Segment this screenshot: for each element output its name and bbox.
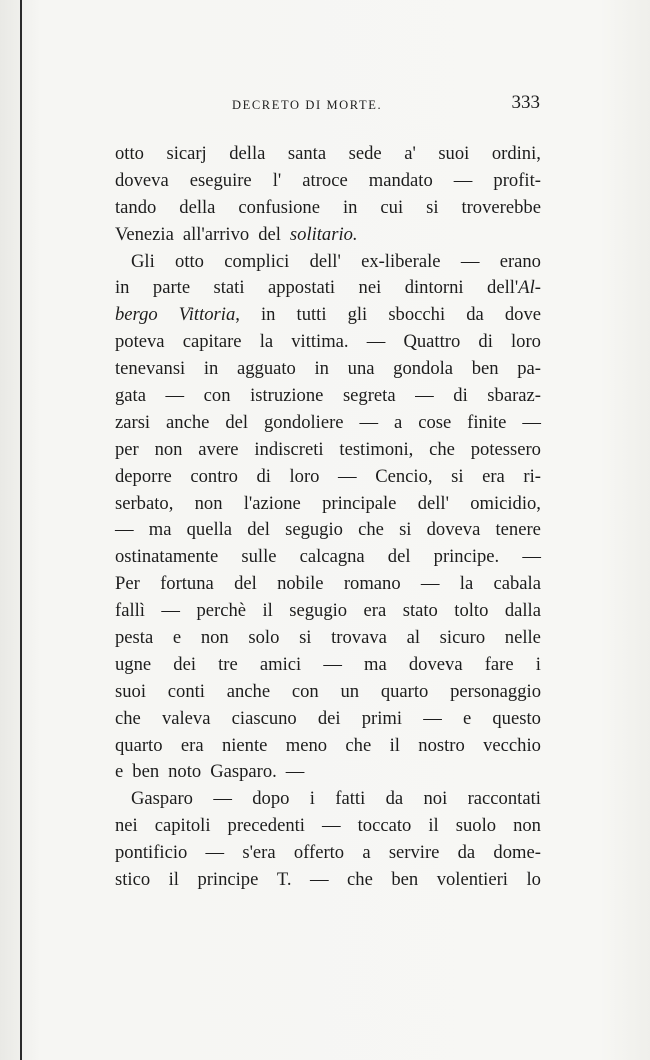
text-word: —	[165, 385, 185, 407]
text-word: finite	[467, 411, 507, 433]
text-word: non	[154, 438, 183, 460]
text-word: istruzione	[250, 385, 324, 407]
text-word: —	[161, 600, 180, 622]
text-word: Per	[115, 573, 140, 595]
text-word: della	[229, 143, 266, 164]
text-word: del	[234, 573, 257, 595]
text-line	[115, 141, 541, 168]
text-line	[115, 491, 541, 518]
text-word: poteva	[115, 331, 165, 353]
text-word: principe	[197, 869, 259, 891]
text-line	[115, 410, 541, 437]
text-word: dell'	[417, 492, 449, 514]
text-word: doveva	[408, 653, 463, 675]
text-word: calcagna	[299, 546, 365, 568]
text-word: solitario.	[289, 223, 358, 245]
text-word: dei	[173, 653, 196, 675]
text-word: ugne	[115, 653, 152, 675]
text-word: —	[205, 842, 225, 864]
text-word: niente	[221, 734, 268, 756]
text-line	[115, 168, 541, 195]
text-word: per	[115, 438, 139, 460]
text-word: T.	[276, 869, 292, 891]
text-word: avere	[198, 438, 239, 460]
text-word: primi	[361, 707, 403, 729]
text-line	[115, 652, 541, 679]
text-word: Gasparo	[131, 788, 193, 810]
text-word: —	[423, 707, 442, 729]
text-word: personaggio	[450, 680, 541, 702]
page-header	[110, 92, 540, 118]
text-word: si	[451, 465, 464, 487]
text-word: nei	[115, 815, 138, 837]
text-word: suoi	[438, 143, 470, 164]
text-word: meno	[285, 734, 328, 756]
text-word: sulle	[241, 546, 277, 568]
text-word: a'	[404, 143, 416, 164]
text-line	[115, 813, 541, 840]
text-word: pontificio	[115, 842, 188, 864]
text-word: i	[309, 788, 315, 810]
text-word: all'arrivo	[182, 223, 250, 245]
text-word: otto	[115, 143, 144, 164]
text-word: e	[462, 707, 472, 729]
text-word: confusione	[238, 196, 320, 218]
text-word: complici	[224, 250, 290, 272]
text-word: stati	[213, 277, 245, 299]
text-word: zarsi	[115, 411, 151, 433]
text-word: in	[261, 304, 276, 326]
text-word: loro	[511, 331, 541, 353]
text-word: —	[323, 653, 342, 675]
text-word: principe.	[433, 546, 500, 568]
text-line	[115, 759, 541, 786]
text-word: ben	[391, 869, 419, 891]
text-word: deporre	[115, 465, 172, 487]
text-line	[115, 356, 541, 383]
text-word: mandato	[368, 169, 433, 191]
text-word: s'era	[242, 842, 276, 864]
text-word: nobile	[277, 573, 324, 595]
text-line	[115, 302, 541, 329]
text-line	[115, 222, 541, 249]
text-word: —	[420, 573, 440, 595]
text-word: si	[299, 627, 312, 649]
body-text	[115, 141, 541, 894]
text-word: erano	[499, 250, 541, 272]
text-word: bergo	[115, 304, 158, 326]
text-word: in	[314, 358, 329, 380]
text-word: tenevansi	[115, 358, 186, 380]
text-word: segreta	[342, 385, 396, 407]
text-word: santa	[287, 143, 327, 164]
text-word: e	[172, 627, 182, 649]
text-word: otto	[175, 250, 204, 272]
text-word: suoi	[115, 680, 146, 702]
text-word: —	[366, 331, 386, 353]
text-word: precedenti	[227, 815, 305, 837]
text-word: ciascuno	[231, 707, 297, 729]
text-word: —	[415, 385, 434, 407]
text-word: in	[115, 277, 130, 299]
text-word: Quattro	[403, 331, 461, 353]
text-line	[115, 706, 541, 733]
text-word: dell'	[309, 250, 341, 272]
text-word: della	[179, 196, 216, 218]
text-word: era	[180, 734, 204, 756]
text-word: anche	[166, 411, 210, 433]
text-line	[115, 571, 541, 598]
text-word: ordini,	[491, 143, 541, 164]
text-word: conti	[167, 680, 205, 702]
text-word: toccato	[357, 815, 412, 837]
text-word: —	[522, 411, 541, 433]
text-word: offerto	[293, 842, 345, 864]
text-word: atroce	[302, 169, 348, 191]
text-word: Cencio,	[375, 465, 433, 487]
text-word: pesta	[115, 627, 154, 649]
text-word: si	[426, 196, 439, 218]
text-line	[115, 840, 541, 867]
text-word: al	[406, 627, 420, 649]
text-word: che	[358, 519, 384, 541]
text-word: profit-	[493, 169, 541, 191]
text-word: vecchio	[483, 734, 541, 756]
text-word: stico	[115, 869, 151, 891]
text-word: che	[115, 707, 141, 729]
text-word: tando	[115, 196, 157, 218]
text-word: cabala	[493, 573, 541, 595]
text-word: —	[322, 815, 341, 837]
text-word: la	[459, 573, 474, 595]
text-word: Gasparo.	[210, 761, 277, 783]
text-word: Vittoria,	[178, 304, 240, 326]
text-word: amici	[259, 653, 302, 675]
text-line	[115, 679, 541, 706]
text-line	[115, 249, 541, 276]
text-word: dell'Al-	[487, 277, 541, 299]
text-word: —	[522, 546, 541, 568]
text-word: ostinatamente	[115, 546, 219, 568]
text-word: una	[347, 358, 375, 380]
page-number: 333	[511, 92, 540, 113]
text-word: —	[309, 869, 329, 891]
text-word: dintorni	[404, 277, 464, 299]
text-word: i	[535, 653, 541, 675]
text-word: potessero	[470, 438, 541, 460]
text-word: il	[428, 815, 439, 837]
text-line	[115, 867, 541, 894]
text-word: romano	[343, 573, 401, 595]
text-word: nei	[358, 277, 382, 299]
text-line	[115, 517, 541, 544]
text-word: di	[453, 385, 468, 407]
text-word: capitare	[182, 331, 242, 353]
text-word: quarto	[115, 734, 163, 756]
text-word: —	[285, 761, 305, 783]
text-word: appostati	[267, 277, 336, 299]
text-word: la	[259, 331, 274, 353]
text-word: agguato	[237, 358, 296, 380]
text-word: dopo	[252, 788, 290, 810]
text-word: sbocchi	[388, 304, 446, 326]
text-word: il	[168, 869, 179, 891]
text-word: ma	[364, 653, 387, 675]
text-line	[115, 598, 541, 625]
text-word: fallì	[115, 600, 145, 622]
text-word: che	[429, 438, 455, 460]
text-word: volentieri	[436, 869, 508, 891]
text-word: cui	[380, 196, 404, 218]
text-word: gli	[347, 304, 368, 326]
text-word: sicuro	[439, 627, 486, 649]
text-word: stato	[402, 600, 438, 622]
text-word: —	[359, 411, 379, 433]
text-word: l'azione	[243, 492, 301, 514]
text-word: contro	[190, 465, 238, 487]
text-word: fatti	[335, 788, 366, 810]
text-word: da	[457, 842, 476, 864]
page-binding-edge	[20, 0, 22, 1060]
text-word: parte	[152, 277, 191, 299]
text-word: a	[362, 842, 371, 864]
text-line	[115, 329, 541, 356]
text-word: ma	[148, 519, 172, 541]
text-word: noto	[168, 761, 202, 783]
text-line	[115, 786, 541, 813]
text-word: vittima.	[291, 331, 349, 353]
text-word: anche	[226, 680, 271, 702]
text-word: del	[225, 411, 249, 433]
text-word: del	[258, 223, 281, 245]
text-word: non	[200, 627, 229, 649]
text-word: suolo	[455, 815, 497, 837]
text-word: con	[203, 385, 231, 407]
text-word: capitoli	[154, 815, 211, 837]
text-word: in	[203, 358, 219, 380]
text-word: —	[460, 250, 480, 272]
text-word: —	[453, 169, 473, 191]
text-word: il	[262, 600, 273, 622]
text-word: questo	[492, 707, 541, 729]
text-word: era	[482, 465, 505, 487]
text-word: si	[399, 519, 412, 541]
text-word: non	[513, 815, 541, 837]
text-word: fare	[484, 653, 514, 675]
text-word: il	[389, 734, 400, 756]
text-word: —	[115, 519, 134, 541]
text-word: con	[291, 680, 319, 702]
text-word: testimoni,	[339, 438, 414, 460]
text-word: doveva	[115, 169, 169, 191]
text-word: di	[256, 465, 271, 487]
text-word: ri-	[523, 465, 541, 487]
text-line	[115, 544, 541, 571]
text-line	[115, 625, 541, 652]
text-word: non	[194, 492, 223, 514]
text-word: da	[466, 304, 484, 326]
text-line	[115, 464, 541, 491]
text-word: sbaraz-	[487, 385, 541, 407]
text-word: fortuna	[160, 573, 214, 595]
text-word: che	[347, 869, 373, 891]
text-word: nostro	[418, 734, 465, 756]
text-word: —	[338, 465, 357, 487]
text-word: tutti	[296, 304, 327, 326]
text-word: troverebbe	[461, 196, 541, 218]
text-word: quella	[186, 519, 233, 541]
text-word: quarto	[380, 680, 429, 702]
text-word: serbato,	[115, 492, 174, 514]
text-line	[115, 437, 541, 464]
text-word: da	[385, 788, 404, 810]
text-word: tolto	[454, 600, 489, 622]
text-word: dove	[504, 304, 541, 326]
text-word: nelle	[504, 627, 541, 649]
text-word: solo	[248, 627, 280, 649]
text-word: loro	[289, 465, 320, 487]
text-word: raccontati	[467, 788, 541, 810]
text-word: dalla	[504, 600, 541, 622]
text-word: segugio	[285, 519, 343, 541]
text-word: noi	[423, 788, 448, 810]
text-line	[115, 383, 541, 410]
text-word: gondola	[393, 358, 454, 380]
text-word: pa-	[517, 358, 541, 380]
text-word: valeva	[161, 707, 211, 729]
text-word: in	[342, 196, 358, 218]
text-word: tenere	[495, 519, 541, 541]
text-line	[115, 275, 541, 302]
text-word: doveva	[426, 519, 481, 541]
text-word: gata	[115, 385, 146, 407]
text-word: sicarj	[166, 143, 207, 164]
text-word: eseguire	[189, 169, 252, 191]
text-word: cose	[418, 411, 452, 433]
text-line	[115, 195, 541, 222]
text-word: l'	[272, 169, 282, 191]
running-head: DECRETO DI MORTE.	[232, 98, 383, 112]
text-word: omicidio,	[470, 492, 541, 514]
text-word: un	[340, 680, 360, 702]
text-word: Venezia	[115, 223, 174, 245]
text-word: segugio	[289, 600, 348, 622]
text-word: che	[345, 734, 372, 756]
text-word: a	[393, 411, 403, 433]
text-word: —	[213, 788, 232, 810]
text-word: del	[247, 519, 270, 541]
text-word: sede	[348, 143, 382, 164]
text-word: ben	[132, 761, 160, 783]
text-word: era	[363, 600, 387, 622]
text-line	[115, 733, 541, 760]
text-word: indiscreti	[254, 438, 324, 460]
text-word: servire	[388, 842, 440, 864]
text-word: dei	[317, 707, 341, 729]
text-word: tre	[218, 653, 238, 675]
text-word: di	[478, 331, 493, 353]
text-word: trovava	[331, 627, 387, 649]
text-word: del	[387, 546, 411, 568]
text-word: ex-liberale	[361, 250, 441, 272]
text-word: ben	[471, 358, 499, 380]
text-word: perchè	[196, 600, 246, 622]
text-word: dome-	[493, 842, 541, 864]
text-word: e	[115, 761, 124, 783]
text-word: lo	[526, 869, 541, 891]
text-word: principale	[322, 492, 397, 514]
text-word: Gli	[131, 250, 155, 272]
text-word: gondoliere	[264, 411, 344, 433]
